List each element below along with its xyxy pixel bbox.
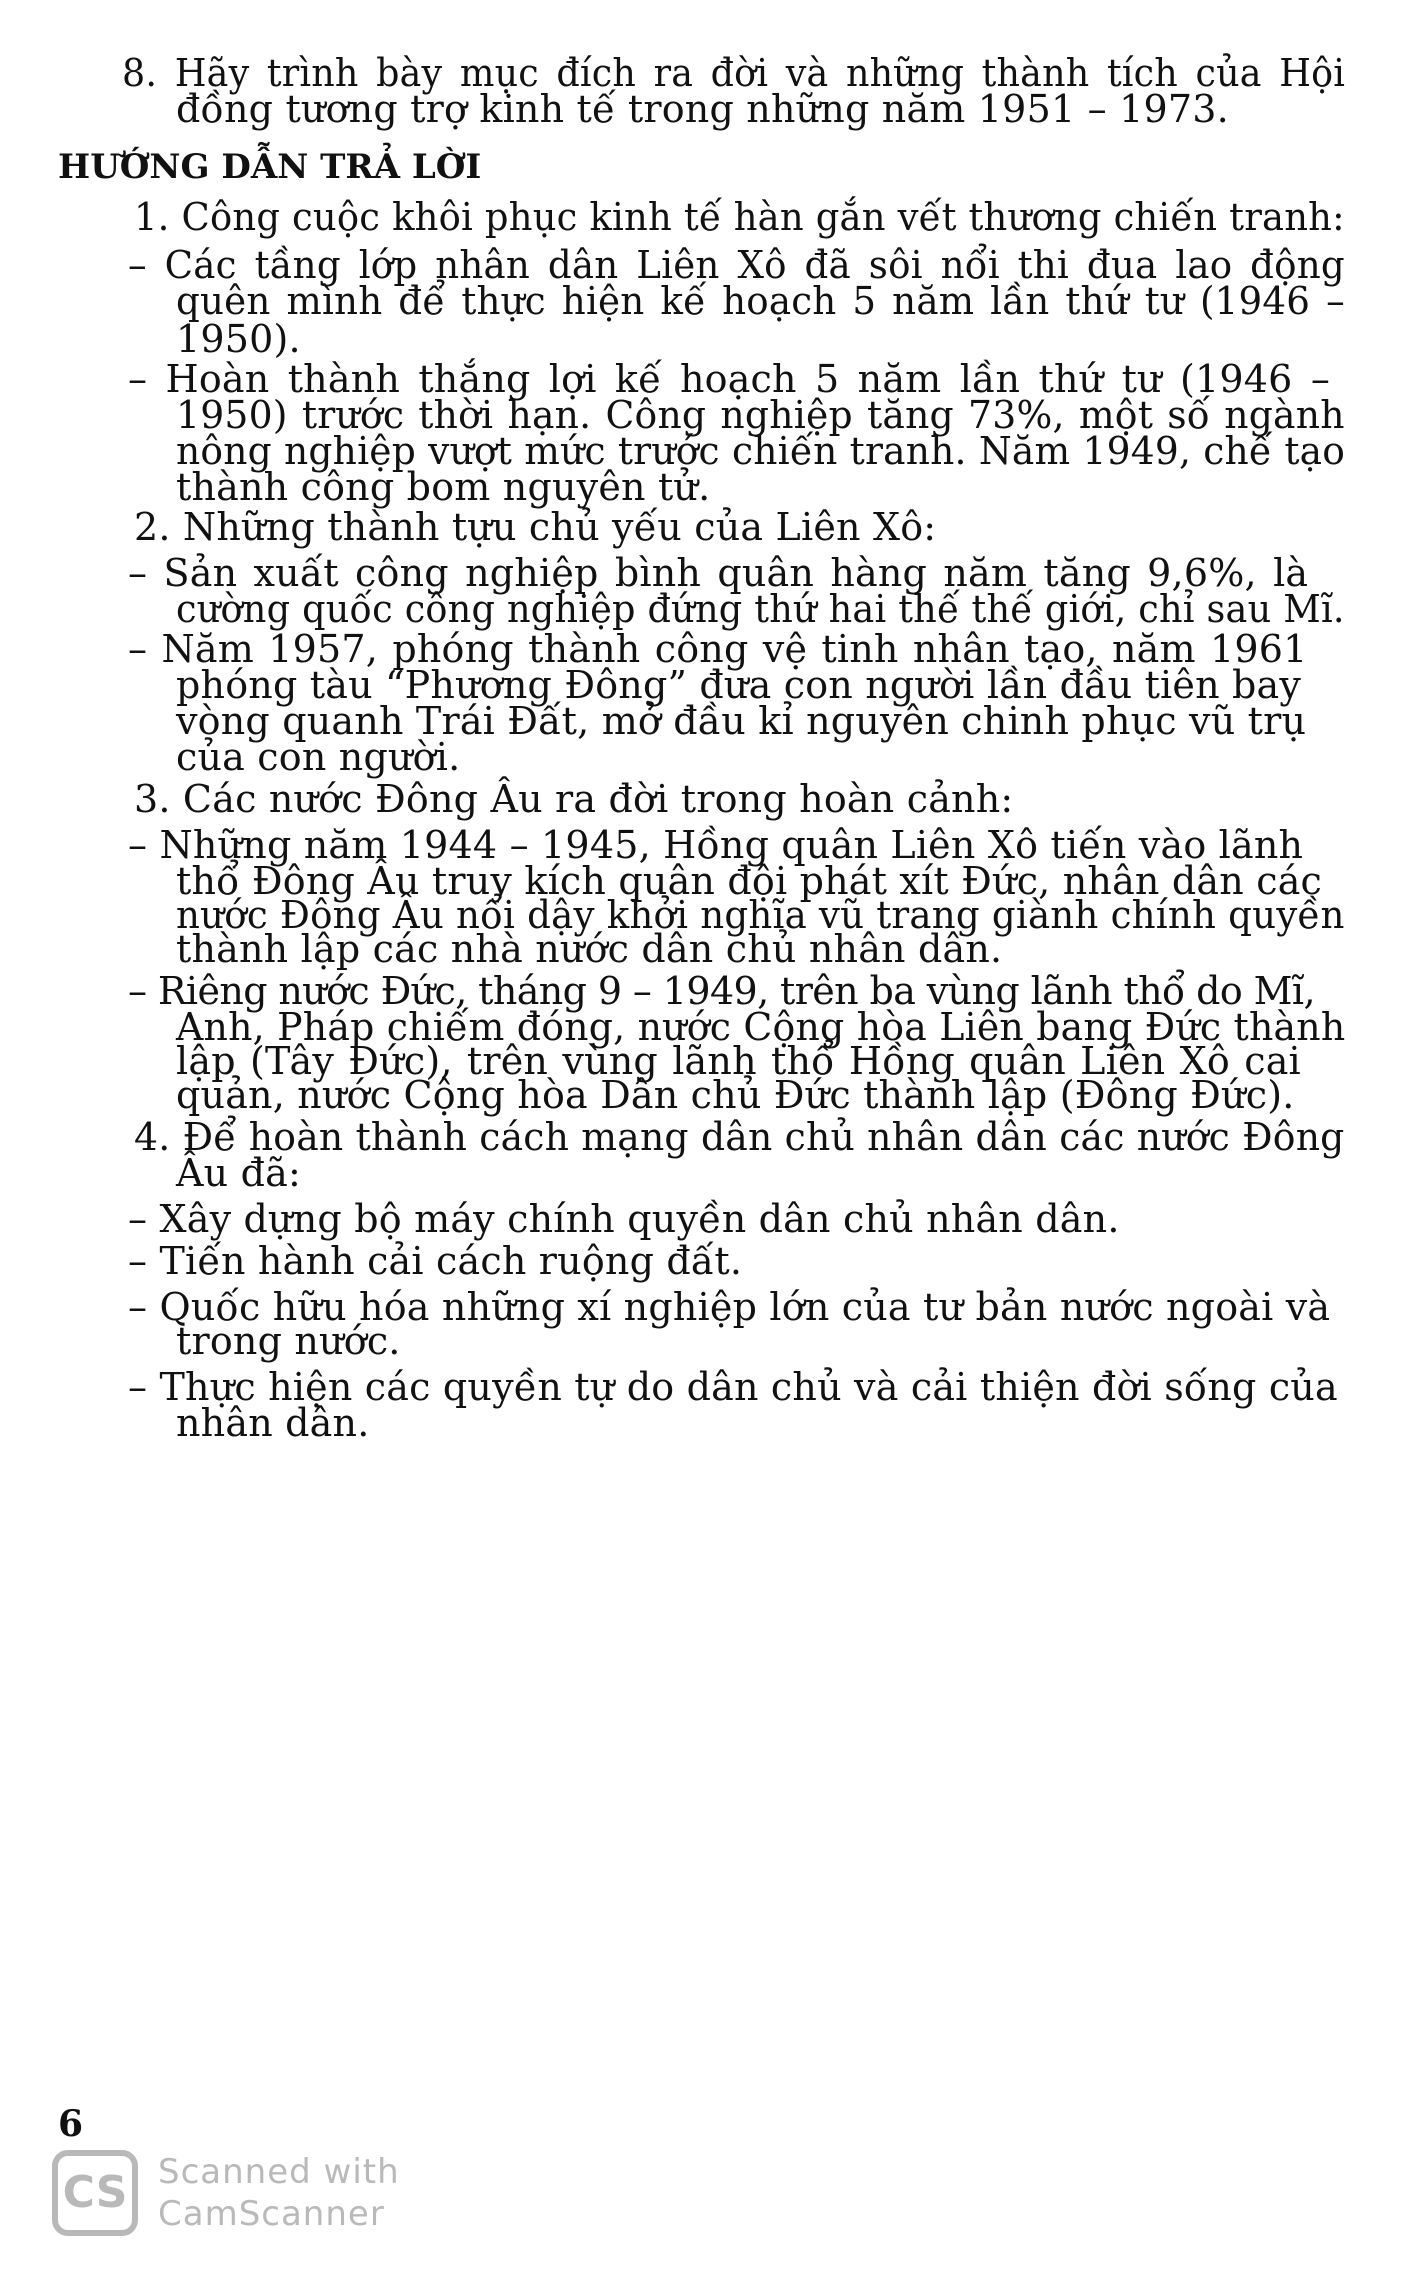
answer-line: nông nghiệp vượt mức trước chiến tranh. Năm 1949, chế tạo: [176, 429, 1346, 473]
question-8-line-2: đồng tương trợ kinh tế trong những năm 1951 – 1973.: [176, 87, 1229, 131]
question-8-line-1: 8. Hãy trình bày mục đích ra đời và những thành tích của Hội: [122, 51, 1346, 95]
answer-line: 2. Những thành tựu chủ yếu của Liên Xô:: [134, 505, 937, 549]
answer-line: – Hoàn thành thắng lợi kế hoạch 5 năm lần thứ tư (1946 –: [128, 357, 1331, 401]
answer-line: 1. Công cuộc khôi phục kinh tế hàn gắn vết thương chiến tranh:: [134, 195, 1345, 239]
answer-line: Âu đã:: [176, 1151, 301, 1195]
answer-line: thành lập các nhà nước dân chủ nhân dân.: [176, 927, 1003, 971]
answer-line: – Tiến hành cải cách ruộng đất.: [128, 1239, 743, 1283]
answer-line: quản, nước Cộng hòa Dân chủ Đức thành lập (Đông Đức).: [176, 1073, 1295, 1117]
answer-line: 1950) trước thời hạn. Công nghiệp tăng 73%, một số ngành: [176, 393, 1345, 437]
answer-line: trong nước.: [176, 1319, 401, 1363]
page-number: 6: [58, 2103, 84, 2145]
answer-line: Anh, Pháp chiếm đóng, nước Cộng hòa Liên bang Đức thành: [176, 1005, 1346, 1049]
answer-line: – Xây dựng bộ máy chính quyền dân chủ nhân dân.: [128, 1197, 1120, 1241]
answer-line: – Sản xuất công nghiệp bình quân hàng năm tăng 9,6%, là: [128, 551, 1309, 595]
answer-guide-heading: HƯỚNG DẪN TRẢ LỜI: [58, 147, 482, 187]
answer-line: nhân dân.: [176, 1401, 370, 1445]
watermark-line-1: Scanned with: [158, 2152, 400, 2192]
answer-line: – Những năm 1944 – 1945, Hồng quân Liên Xô tiến vào lãnh: [128, 823, 1304, 867]
answer-line: thành công bom nguyên tử.: [176, 465, 711, 509]
answer-line: nước Đông Âu nổi dậy khởi nghĩa vũ trang giành chính quyền: [176, 893, 1345, 937]
answer-line: vòng quanh Trái Đất, mở đầu kỉ nguyên chinh phục vũ trụ: [176, 699, 1307, 743]
answer-line: 1950).: [176, 317, 301, 361]
answer-line: – Quốc hữu hóa những xí nghiệp lớn của tư bản nước ngoài và: [128, 1285, 1331, 1329]
camscanner-logo-icon: CS: [52, 2150, 138, 2236]
watermark-line-2: CamScanner: [158, 2194, 385, 2234]
answer-line: phóng tàu “Phương Đông” đưa con người lần đầu tiên bay: [176, 663, 1302, 707]
answer-line: – Thực hiện các quyền tự do dân chủ và cải thiện đời sống của: [128, 1365, 1338, 1409]
answer-line: – Riêng nước Đức, tháng 9 – 1949, trên ba vùng lãnh thổ do Mĩ,: [128, 969, 1315, 1013]
camscanner-watermark: [52, 2150, 412, 2250]
answer-line: cường quốc công nghiệp đứng thứ hai thế thế giới, chỉ sau Mĩ.: [176, 587, 1345, 631]
answer-line: thổ Đông Âu truy kích quân đội phát xít Đức, nhân dân các: [176, 859, 1323, 903]
answer-line: – Các tầng lớp nhân dân Liên Xô đã sôi nổi thi đua lao động: [128, 243, 1345, 287]
answer-line: lập (Tây Đức), trên vùng lãnh thổ Hồng quân Liên Xô cai: [176, 1039, 1301, 1083]
answer-line: của con người.: [176, 735, 461, 779]
answer-line: – Năm 1957, phóng thành công vệ tinh nhân tạo, năm 1961: [128, 627, 1308, 671]
answer-line: 3. Các nước Đông Âu ra đời trong hoàn cảnh:: [134, 777, 1014, 821]
answer-line: 4. Để hoàn thành cách mạng dân chủ nhân dân các nước Đông: [134, 1115, 1345, 1159]
answer-line: quên mình để thực hiện kế hoạch 5 năm lần thứ tư (1946 –: [176, 279, 1345, 323]
